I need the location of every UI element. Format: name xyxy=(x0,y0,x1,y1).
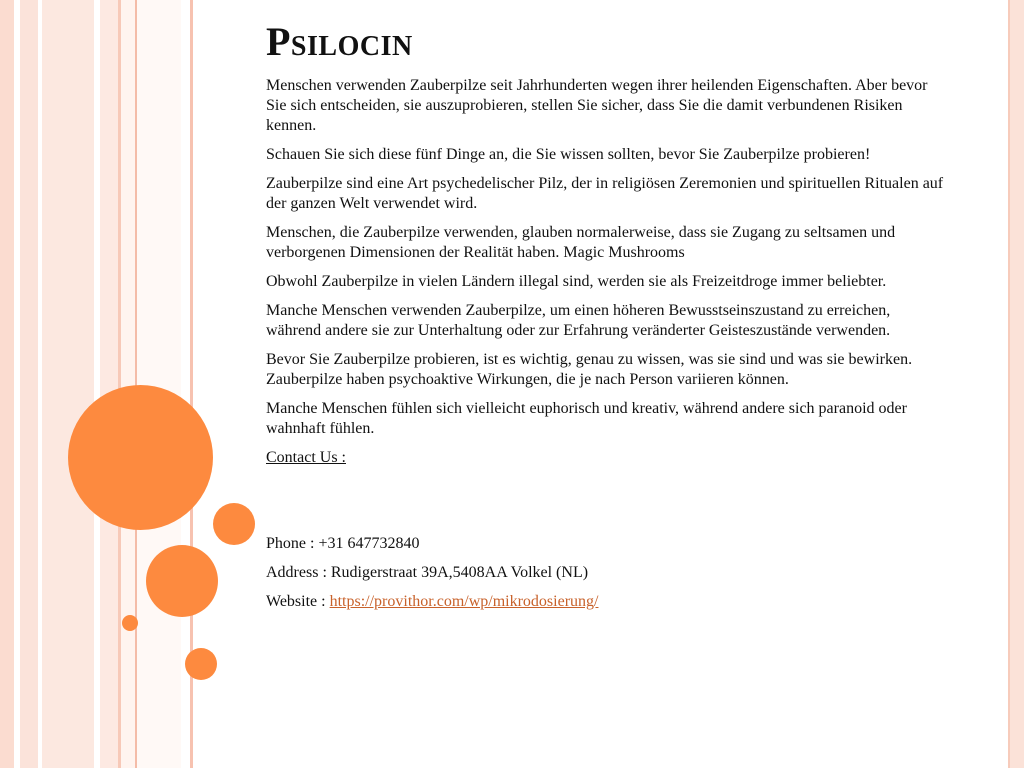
stripe xyxy=(42,0,94,768)
decorative-circle-small xyxy=(185,648,217,680)
stripe xyxy=(121,0,135,768)
stripe xyxy=(100,0,118,768)
body-paragraph: Bevor Sie Zauberpilze probieren, ist es wichtig, genau zu wissen, was sie sind und was sie bewirken. Zauberpilze haben psychoaktive Wirkungen, die je nach Person variieren können. xyxy=(266,351,913,388)
stripe xyxy=(0,0,14,768)
body-paragraph: Manche Menschen fühlen sich vielleicht euphorisch und kreativ, während andere sich paranoid oder wahnhaft fühlen. xyxy=(266,400,907,437)
body-paragraph: Schauen Sie sich diese fünf Dinge an, die Sie wissen sollten, bevor Sie Zauberpilze probieren! xyxy=(266,146,871,163)
body-paragraph: Zauberpilze sind eine Art psychedelischer Pilz, der in religiösen Zeremonien und spirituellen Ritualen auf der ganzen Welt verwendet wird. xyxy=(266,175,944,212)
contact-details xyxy=(266,534,946,612)
contact-heading: Contact Us : xyxy=(266,449,346,466)
contact-website xyxy=(266,592,946,612)
body-paragraph: Menschen, die Zauberpilze verwenden, glauben normalerweise, dass sie Zugang zu seltsamen und verborgenen Dimensionen der Realität haben. Magic Mushrooms xyxy=(266,224,896,261)
slide-content xyxy=(266,20,946,621)
body-paragraph: Manche Menschen verwenden Zauberpilze, um einen höheren Bewusstseinszustand zu erreichen, während andere sie zur Unterhaltung oder zur Erfahrung veränderter Geisteszustände verwenden. xyxy=(266,302,891,339)
website-label: Website : xyxy=(266,593,330,610)
decorative-circle-large xyxy=(68,385,213,530)
body-paragraph: Obwohl Zauberpilze in vielen Ländern illegal sind, werden sie als Freizeitdroge immer beliebter. xyxy=(266,273,887,290)
slide-title: Psilocin xyxy=(266,19,413,64)
website-link[interactable]: https://provithor.com/wp/mikrodosierung/ xyxy=(329,593,599,610)
decorative-circle-small xyxy=(213,503,255,545)
decorative-circle-tiny xyxy=(122,615,138,631)
contact-phone: Phone : +31 647732840 xyxy=(266,535,420,552)
left-decorative-stripes xyxy=(0,0,200,768)
stripe xyxy=(137,0,181,768)
body-paragraph: Menschen verwenden Zauberpilze seit Jahrhunderten wegen ihrer heilenden Eigenschaften. Aber bevor Sie sich entscheiden, sie auszuprobieren, stellen Sie sicher, dass Sie die damit verbundenen Risiken kennen. xyxy=(266,77,928,134)
right-decorative-stripe xyxy=(1010,0,1024,768)
decorative-circle-medium xyxy=(146,545,218,617)
stripe xyxy=(20,0,38,768)
contact-address: Address : Rudigerstraat 39A,5408AA Volkel (NL) xyxy=(266,564,589,581)
